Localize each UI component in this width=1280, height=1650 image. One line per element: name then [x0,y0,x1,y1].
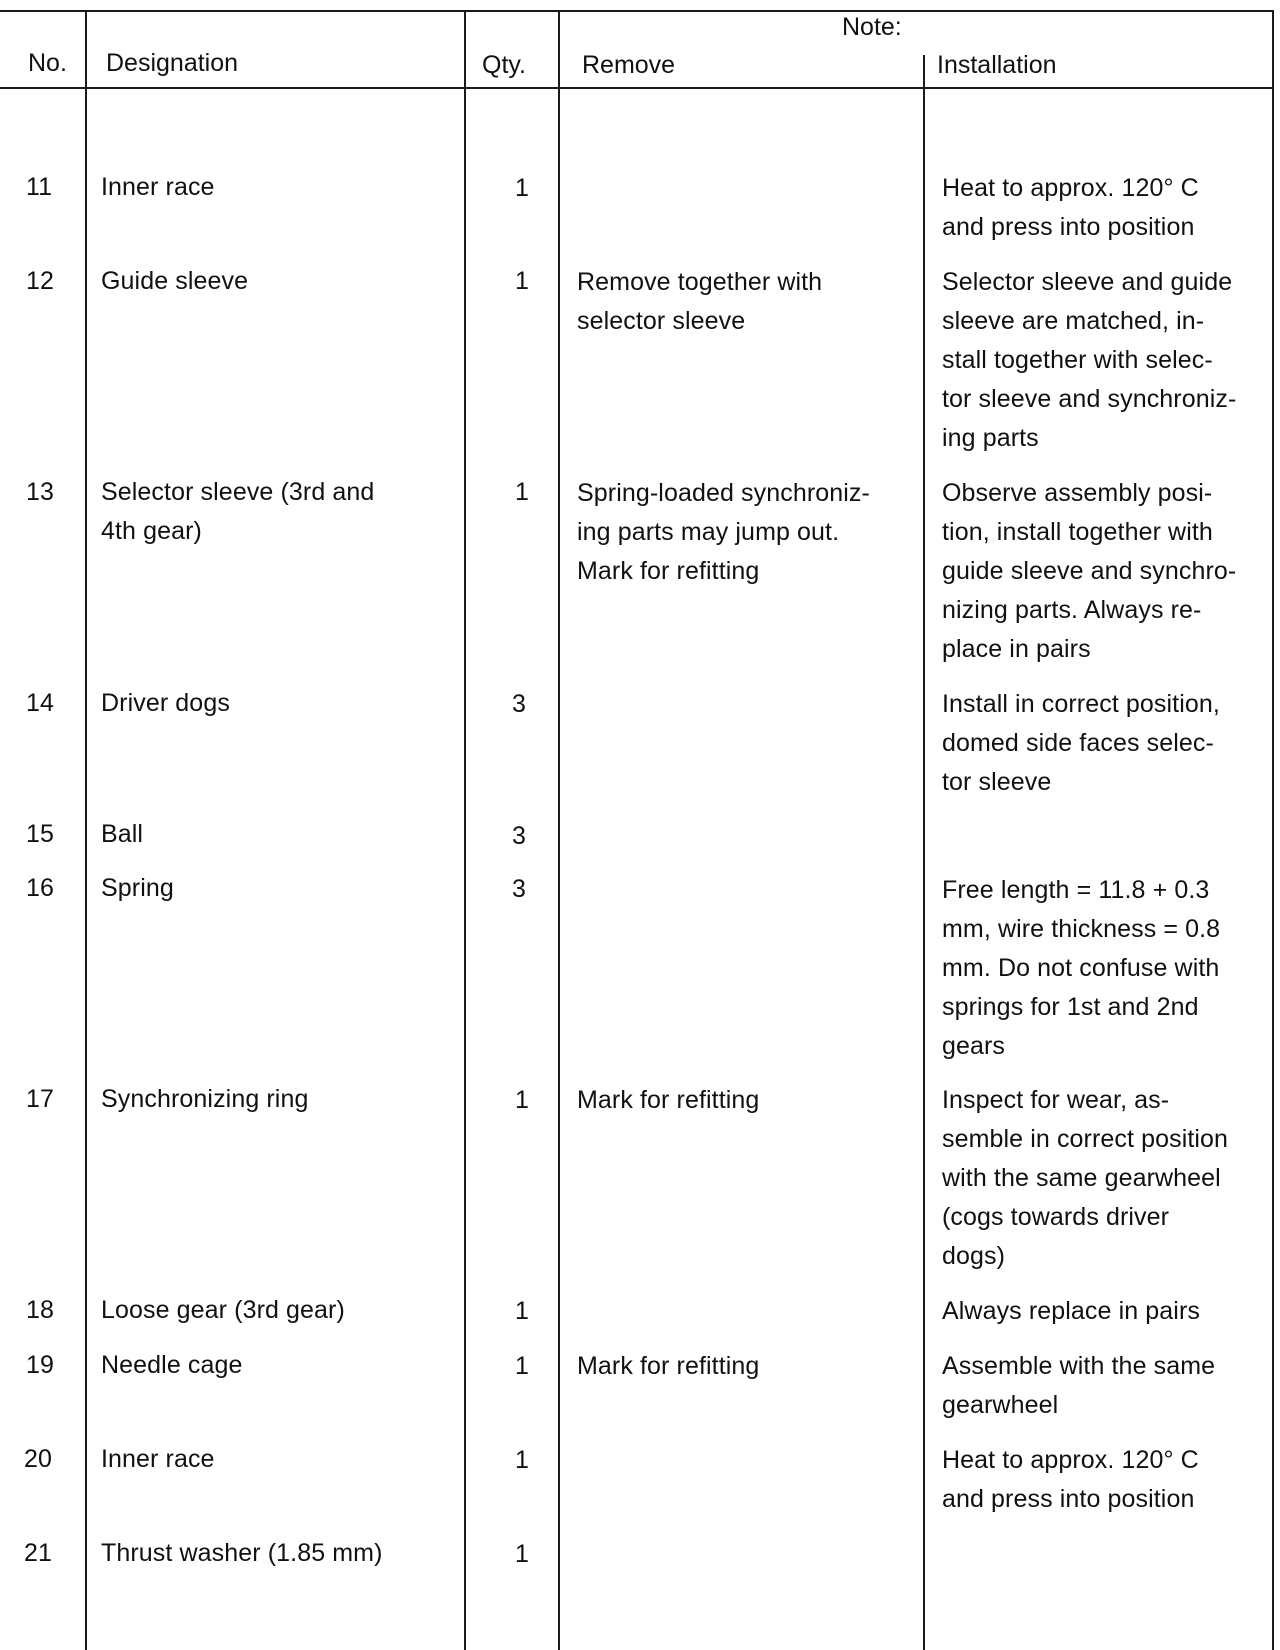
row-remove: Remove together with selector sleeve [577,268,823,335]
row-no: 17 [26,1085,55,1113]
header-note: Note: [842,13,902,41]
row-designation: Thrust washer (1.85 mm) [101,1539,383,1567]
row-designation: Spring [101,874,174,902]
row-remove: Mark for refitting [577,1086,760,1114]
header-designation: Designation [106,49,239,77]
column-rule [464,10,466,1650]
column-rule [923,55,925,1650]
header-remove: Remove [582,51,676,79]
row-no: 21 [24,1539,53,1567]
row-installation: Install in correct position, domed side faces selec- tor sleeve [942,690,1220,796]
row-installation: Heat to approx. 120° C and press into position [942,174,1199,241]
row-designation: Loose gear (3rd gear) [101,1296,345,1324]
row-designation: Inner race [101,1445,215,1473]
row-installation: Free length = 11.8 + 0.3 mm, wire thickness = 0.8 mm. Do not confuse with springs for 1st and 2nd gears [942,876,1221,1060]
row-no: 16 [26,874,55,902]
row-no: 19 [26,1351,55,1379]
header-installation: Installation [937,51,1057,79]
row-remove: Spring-loaded synchroniz- ing parts may jump out. Mark for refitting [577,479,870,585]
row-remove: Mark for refitting [577,1352,760,1380]
row-installation: Heat to approx. 120° C and press into position [942,1446,1199,1513]
row-qty: 1 [515,1540,530,1568]
row-no: 11 [26,173,53,201]
row-designation: Ball [101,820,144,848]
row-installation: Assemble with the same gearwheel [942,1352,1216,1419]
row-qty: 3 [512,822,527,850]
row-qty: 1 [515,174,530,202]
row-qty: 1 [515,1352,530,1380]
row-qty: 3 [512,690,527,718]
row-no: 12 [26,267,55,295]
row-qty: 1 [515,478,530,506]
row-no: 18 [26,1296,55,1324]
row-installation: Selector sleeve and guide sleeve are matched, in- stall together with selec- tor sleeve and synchroniz- ing parts [942,268,1237,452]
row-qty: 1 [515,1086,530,1114]
row-designation: Synchronizing ring [101,1085,309,1113]
row-qty: 1 [515,1297,530,1325]
header-bottom-rule [0,87,1274,89]
column-rule [1272,10,1274,1650]
row-no: 15 [26,820,55,848]
row-designation: Inner race [101,173,215,201]
header-no: No. [28,49,67,77]
header-top-rule [0,10,1274,12]
row-installation: Observe assembly posi- tion, install together with guide sleeve and synchro- nizing parts. Always re- place in pairs [942,479,1237,663]
row-no: 13 [26,478,55,506]
row-designation: Needle cage [101,1351,243,1379]
row-no: 14 [26,689,55,717]
row-qty: 3 [512,875,527,903]
row-no: 20 [24,1445,53,1473]
row-qty: 1 [515,267,530,295]
row-designation: Guide sleeve [101,267,249,295]
column-rule [85,10,87,1650]
header-qty: Qty. [482,51,526,79]
row-designation: Driver dogs [101,689,230,717]
row-qty: 1 [515,1446,530,1474]
column-rule [558,10,560,1650]
row-installation: Inspect for wear, as- semble in correct position with the same gearwheel (cogs towards driver dogs) [942,1086,1229,1270]
row-designation: Selector sleeve (3rd and 4th gear) [101,478,375,545]
row-installation: Always replace in pairs [942,1297,1200,1325]
